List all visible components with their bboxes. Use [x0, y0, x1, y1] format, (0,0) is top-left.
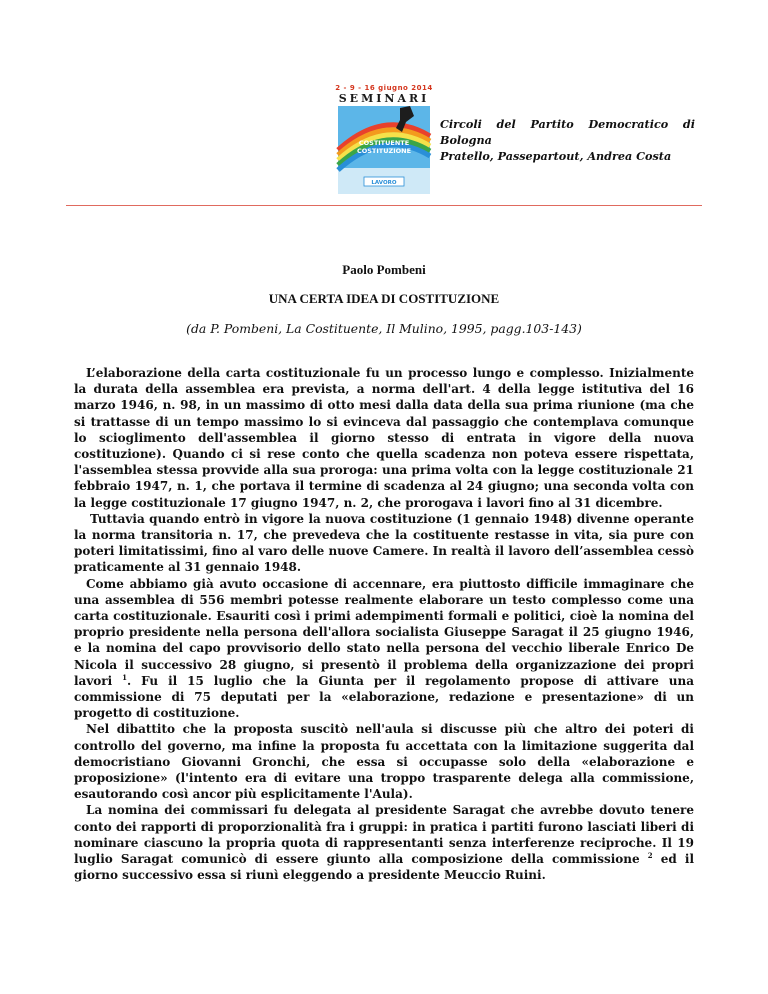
- paragraph-4: Nel dibattito che la proposta suscitò nell'aula si discusse più che altro dei poteri di controllo del governo, ma infine la proposta fu accettata con la limitazione suggerita dal democristiano Giovanni Gronchi, che essa si occupasse solo della «elaborazione e proposizione» (l'intento era di evitare una troppo trasparente delega alla commissione, esautorando così ancor più esplicitamente l'Aula).: [74, 722, 694, 802]
- organizer-word: Democratico: [588, 117, 669, 131]
- footnote-ref-1[interactable]: 1: [122, 672, 128, 682]
- document-body: [74, 365, 694, 884]
- poster-caption-top: COSTITUENTE: [358, 139, 410, 147]
- poster-caption-bottom: COSTITUZIONE: [356, 147, 412, 155]
- organizer-word: Partito: [530, 117, 574, 131]
- organizer-line-1: [440, 116, 695, 132]
- author-name: Paolo Pombeni: [342, 262, 426, 277]
- poster-artwork: [334, 106, 434, 194]
- document-title: UNA CERTA IDEA DI COSTITUZIONE: [268, 291, 500, 306]
- footnote-ref-2[interactable]: 2: [647, 851, 653, 861]
- paragraph-2: Tuttavia quando entrò in vigore la nuova costituzione (1 gennaio 1948) divenne operante la norma transitoria n. 17, che prevedeva che la costituente restasse in vita, sia pure con poteri limitatissimi, fino al varo delle nuove Camere. In realtà il lavoro dell’assemblea cessò praticamente al 31 gennaio 1948.: [74, 511, 695, 575]
- paragraph-3-text-a: Come abbiamo già avuto occasione di accennare, era piuttosto difficile immaginare che una assemblea di 556 membri potesse realmente elaborare un testo complesso come una carta costituzionale. Esauriti così i primi adempimenti formali e politici, cioè la nomina del proprio presidente nella persona dell'allora socialista Giuseppe Saragat il 25 giugno 1946, e la nomina del capo provvisorio dello stato nella persona del vecchio liberale Enrico De Nicola il successivo 28 giugno, si presentò il problema della organizzazione dei propri lavori: [74, 576, 694, 688]
- seminar-poster: [334, 84, 434, 194]
- organizer-word: Circoli: [440, 117, 482, 131]
- paragraph-3-text-b: . Fu il 15 luglio che la Giunta per il regolamento propose di attivare una commissione di 75 deputati per la «elaborazione, redazione e presentazione» di un progetto di costituzione.: [74, 673, 694, 721]
- organizer-word: di: [682, 117, 695, 131]
- paragraph-5: [74, 802, 694, 883]
- organizer-word: del: [496, 117, 516, 131]
- poster-tag: LAVORO: [371, 180, 397, 186]
- organizer-block: [440, 116, 695, 164]
- poster-dates: 2 - 9 - 16 giugno 2014: [335, 84, 433, 92]
- source-citation: (da P. Pombeni, La Costituente, Il Mulino, 1995, pagg.103-143): [186, 321, 582, 336]
- paragraph-5-text-b: ed il giorno successivo essa si riunì eleggendo a presidente Meuccio Ruini.: [74, 852, 695, 883]
- header-divider: [66, 205, 702, 206]
- paragraph-1: L’elaborazione della carta costituzionale fu un processo lungo e complesso. Inizialmente la durata della assemblea era prevista, a norma dell'art. 4 della legge istitutiva del 16 marzo 1946, n. 98, in un massimo di otto mesi dalla data della sua prima riunione (ma che si trattasse di un tempo massimo lo si evinceva dal passaggio che contemplava comunque lo scioglimento dell'assemblea il giorno stesso di entrata in vigore della nuova costituzione). Quando ci si rese conto che quella scadenza non poteva essere rispettata, l'assemblea stessa provvide alla sua proroga: una prima volta con la legge costituzionale 21 febbraio 1947, n. 1, che portava il termine di scadenza al 24 giugno; una seconda volta con la legge costituzionale 17 giugno 1947, n. 2, che prorogava i lavori fino al 31 dicembre.: [74, 366, 694, 510]
- organizer-line-3: Pratello, Passepartout, Andrea Costa: [440, 149, 672, 163]
- paragraph-5-text-a: La nomina dei commissari fu delegata al presidente Saragat che avrebbe dovuto tenere conto dei rapporti di proporzionalità fra i gruppi: in pratica i partiti furono lasciati liberi di nominare ciascuno la propria quota di rappresentanti senza interferenze reciproche. Il 19 luglio Saragat comunicò di essere giunto alla composizione della commissione: [74, 803, 694, 867]
- organizer-line-2: Bologna: [440, 133, 492, 147]
- page-header: [0, 0, 768, 205]
- poster-title: SEMINARI: [338, 92, 430, 105]
- paragraph-3: [74, 576, 694, 722]
